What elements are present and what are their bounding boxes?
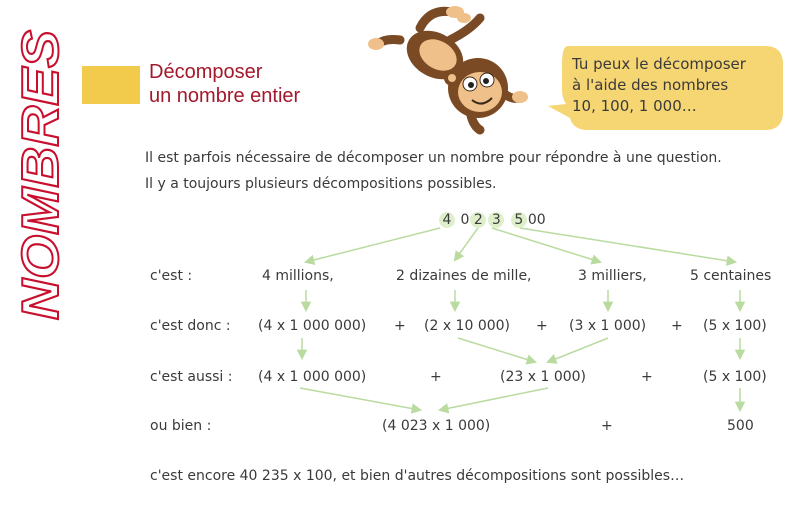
monkey-illustration <box>360 0 530 140</box>
row-label: c'est donc : <box>150 318 231 334</box>
row-label: ou bien : <box>150 418 212 434</box>
row4-plus: + <box>601 418 613 434</box>
row1-cell: 2 dizaines de mille, <box>396 268 532 284</box>
big-number <box>438 212 546 228</box>
row4-cell: (4 023 x 1 000) <box>382 418 491 434</box>
row3-plus: + <box>641 369 653 385</box>
side-title-text: NOMBRES <box>12 54 70 320</box>
row3-cell: (4 x 1 000 000) <box>258 369 367 385</box>
arrow <box>300 388 420 410</box>
arrow <box>306 228 440 262</box>
bubble-text <box>572 54 777 117</box>
row1-cell: 5 centaines <box>690 268 772 284</box>
row3-plus: + <box>430 369 442 385</box>
row2-plus: + <box>536 318 548 334</box>
intro-line-2: Il y a toujours plusieurs décompositions possibles. <box>145 176 497 192</box>
digit-space <box>505 212 509 228</box>
row1-cell: 3 milliers, <box>578 268 647 284</box>
side-title <box>12 20 70 320</box>
bubble-line-1: Tu peux le décomposer <box>572 55 746 73</box>
row2-plus: + <box>394 318 406 334</box>
bubble-line-3: 10, 100, 1 000… <box>572 97 697 115</box>
row4-cell: 500 <box>727 418 754 434</box>
row3-cell: (5 x 100) <box>703 369 767 385</box>
row2-plus: + <box>671 318 683 334</box>
lesson-title-line-2: un nombre entier <box>149 85 301 107</box>
intro-line-1: Il est parfois nécessaire de décomposer un nombre pour répondre à une question. <box>145 150 722 166</box>
arrow <box>455 228 478 260</box>
arrow <box>440 388 548 410</box>
digit: 0 <box>527 212 537 228</box>
row2-cell: (2 x 10 000) <box>424 318 511 334</box>
arrow <box>458 338 535 362</box>
digit: 3 <box>488 212 504 228</box>
arrow <box>520 228 735 262</box>
speech-bubble <box>548 44 785 134</box>
row-label: c'est : <box>150 268 193 284</box>
digit: 0 <box>536 212 546 228</box>
digit: 4 <box>439 212 455 228</box>
row2-cell: (4 x 1 000 000) <box>258 318 367 334</box>
row3-cell: (23 x 1 000) <box>500 369 587 385</box>
digit: 5 <box>511 212 527 228</box>
lesson-title-line-1: Décomposer <box>149 61 263 83</box>
row-label: c'est aussi : <box>150 369 233 385</box>
final-line: c'est encore 40 235 x 100, et bien d'autres décompositions sont possibles… <box>150 468 685 484</box>
lesson-title <box>149 60 300 108</box>
arrow <box>492 228 600 262</box>
arrow <box>548 338 608 362</box>
digit: 2 <box>470 212 486 228</box>
row1-cell: 4 millions, <box>262 268 334 284</box>
row2-cell: (5 x 100) <box>703 318 767 334</box>
bubble-line-2: à l'aide des nombres <box>572 76 729 94</box>
row2-cell: (3 x 1 000) <box>569 318 647 334</box>
section-marker <box>82 66 140 104</box>
digit: 0 <box>460 212 470 228</box>
